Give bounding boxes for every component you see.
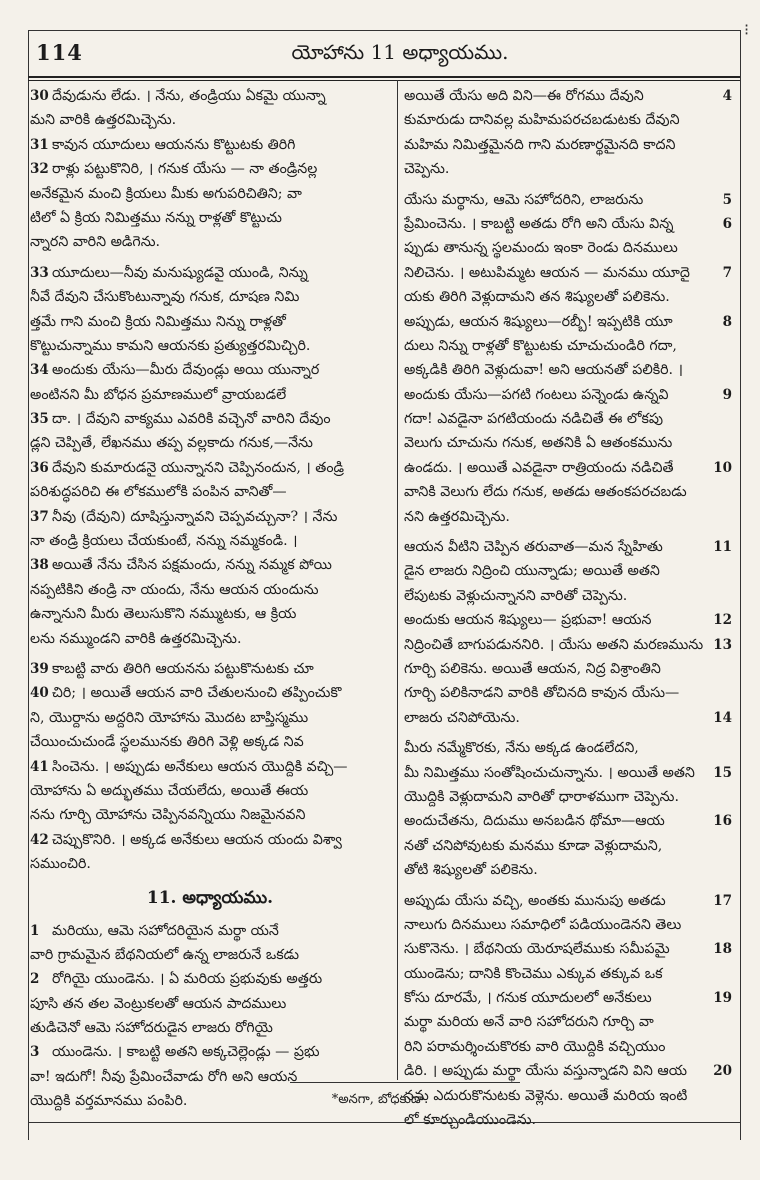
page-title: యోహాను 11 అధ్యాయము. xyxy=(291,40,509,64)
line-text: కొట్టుచున్నాము కామని ఆయనకు ప్రత్యుత్తరమిచ్చిరి. xyxy=(30,337,311,354)
text-line xyxy=(404,706,732,730)
line-text: పూసి తన తల వెంట్రుకలతో ఆయన పాదములు xyxy=(30,995,287,1012)
line-text: యకు తిరిగి వెళ్లుదామని తన శిష్యులతో పలికెను. xyxy=(404,289,670,306)
line-text: నను గూర్చి యోహాను చెప్పినవన్నియు నిజమైనవని xyxy=(30,807,306,824)
verse-number: 6 xyxy=(722,215,732,232)
line-text: పరిశుద్ధపరిచి ఈ లోకములోకి పంపిన వానితో— xyxy=(30,484,287,501)
line-text: నని ఉత్తరమిచ్చెను. xyxy=(404,508,510,525)
text-line xyxy=(30,755,390,779)
text-line xyxy=(30,505,390,529)
page-frame-left xyxy=(28,30,29,1140)
verse-number: 40 xyxy=(30,685,49,702)
text-line xyxy=(30,383,390,407)
verse-number: 13 xyxy=(713,636,732,653)
text-line xyxy=(30,456,390,480)
verse-number: 15 xyxy=(713,764,732,781)
text-line xyxy=(30,108,390,132)
text-line xyxy=(30,852,390,876)
line-text: చిరి; । అయితే ఆయన వారి చేతులనుంచి తప్పించుకొ xyxy=(52,685,342,702)
line-text: ఆయన వీటిని చెప్పిన తరువాత—మన స్నేహితు xyxy=(404,539,663,556)
text-line xyxy=(30,334,390,358)
text-line xyxy=(404,1035,732,1059)
text-line xyxy=(30,828,390,852)
text-line xyxy=(404,1010,732,1034)
text-line xyxy=(30,967,390,991)
line-text: రిని పరామర్శించుకొరకు వారి యొద్దికి వచ్చియుం xyxy=(404,1038,666,1055)
text-line xyxy=(404,657,732,681)
text-line xyxy=(404,133,732,157)
line-text: కాబట్టి వారు తిరిగి ఆయనను పట్టుకొనుటకు చూ xyxy=(52,660,314,677)
line-text: సుకొనెను. । బేథనియ యెరూషలేముకు సమీపమై xyxy=(404,941,670,958)
text-line xyxy=(404,285,732,309)
line-text: ని, యొర్దాను అద్దరిని యోహాను మొదట బాప్తిస్మము xyxy=(30,709,309,726)
text-line xyxy=(404,736,732,760)
line-text: టిలో ఏ క్రియ నిమిత్తము నన్ను రాళ్లతో కొట్టుచు xyxy=(30,209,282,226)
text-line xyxy=(30,779,390,803)
line-text: నప్పటికిని తండ్రి నా యందు, నేను ఆయన యందును xyxy=(30,581,319,598)
bottom-rule xyxy=(28,1122,740,1123)
line-text: నా తండ్రి క్రియలు చేయకుంటే, నన్ను నమ్మకండి. । xyxy=(30,533,298,550)
text-line xyxy=(30,1040,390,1064)
line-text: ప్రేమించెను. । కాబట్టి అతడు రోగి అని యేసు విన్న xyxy=(404,215,674,232)
text-line xyxy=(404,188,732,212)
text-line xyxy=(404,310,732,334)
verse-number: 18 xyxy=(713,941,732,958)
line-text: గదా! ఎవడైనా పగటియందు నడిచితే ఈ లోకపు xyxy=(404,411,664,428)
verse-number: 41 xyxy=(30,758,49,775)
line-text: డ్లని చెప్పితే, లేఖనము తప్ప వల్లకాదు గనుక,—నేను xyxy=(30,435,313,452)
verse-number: 4 xyxy=(722,88,732,104)
line-text: మహిమ నిమిత్తమైనది గాని మరణార్థమైనది కాదని xyxy=(404,136,676,153)
text-line xyxy=(30,529,390,553)
line-text: వారి గ్రామమైన బేథనియలో ఉన్న లాజరునే ఒకడు xyxy=(30,946,300,963)
edge-mark: ⁝ xyxy=(744,20,750,39)
line-text: డిరి. । అప్పుడు మర్థా యేసు వస్తున్నాడని విని ఆయ xyxy=(404,1063,687,1080)
text-line xyxy=(404,383,732,407)
header-rule xyxy=(28,76,740,78)
page-frame-top xyxy=(28,30,740,31)
text-line xyxy=(30,602,390,626)
text-line xyxy=(30,431,390,455)
text-line xyxy=(404,108,732,132)
text-line xyxy=(30,285,390,309)
text-line xyxy=(404,505,732,529)
text-line xyxy=(30,358,390,382)
text-line xyxy=(30,919,390,943)
line-text: అందుకు ఆయన శిష్యులు— ప్రభువా! ఆయన xyxy=(404,612,652,629)
text-line xyxy=(30,310,390,334)
line-text: నీవే దేవుని చేసుకొంటున్నావు గనుక, దూషణ నిమి xyxy=(30,289,300,306)
verse-number: 34 xyxy=(30,362,49,379)
text-line xyxy=(404,157,732,181)
line-text: యుండెను; దానికి కొంచెము ఎక్కువ తక్కువ ఒక xyxy=(404,965,663,982)
text-line xyxy=(30,730,390,754)
text-line xyxy=(404,559,732,583)
text-line xyxy=(404,889,732,913)
verse-number: 1 xyxy=(30,922,40,939)
column-divider xyxy=(397,80,398,1080)
text-line xyxy=(404,809,732,833)
line-text: గూర్చి పలికెను. అయితే ఆయన, నిద్ర విశ్రాంతిని xyxy=(404,660,661,677)
line-text: గూర్చి పలికినాడని వారికి తోచినది కావున యేసు— xyxy=(404,685,680,702)
line-text: యేసు మర్థాను, ఆమె సహోదరిని, లాజరును xyxy=(404,191,644,208)
verse-number: 33 xyxy=(30,264,49,281)
verse-number: 3 xyxy=(30,1044,40,1061)
text-line xyxy=(404,212,732,236)
verse-number: 38 xyxy=(30,557,49,574)
line-text: సించెను. । అప్పుడు అనేకులు ఆయన యొద్దికి వచ్చి— xyxy=(52,758,348,775)
line-text: అయితే యేసు అది విని—ఈ రోగము దేవుని xyxy=(404,88,644,104)
line-text: యొద్దికి వెళ్లుదామని వారితో ధారాళముగా చెప్పెను. xyxy=(404,788,679,805)
line-text: నను ఎదురుకొనుటకు వెళ్లెను. అయితే మరియ ఇంటి xyxy=(404,1087,688,1104)
line-text: యొద్దికి వర్తమానము పంపిరి. xyxy=(30,1093,188,1110)
text-line xyxy=(404,633,732,657)
line-text: మర్థా మరియ అనే వారి సహోదరుని గూర్చి వా xyxy=(404,1014,654,1031)
text-line xyxy=(30,1065,390,1089)
left-column xyxy=(30,84,390,1114)
line-text: చెప్పెను. xyxy=(404,161,450,178)
text-line xyxy=(404,535,732,559)
header-rule-thin xyxy=(28,80,740,81)
verse-number: 8 xyxy=(722,313,732,330)
line-text: లను నమ్ముండని వారికి ఉత్తరమిచ్చెను. xyxy=(30,630,242,647)
line-text: అందుకు యేసు—మీరు దేవుండ్లు అయి యున్నార xyxy=(52,362,320,379)
line-text: రోగియై యుండెను. । ఏ మరియ ప్రభువుకు అత్తరు xyxy=(52,971,323,988)
line-text: అందుకు యేసు—పగటి గంటలు పన్నెండు ఉన్నవి xyxy=(404,386,669,403)
line-text: వానికి వెలుగు లేదు గనుక, అతడు ఆతంకపరచబడు xyxy=(404,484,687,501)
text-line xyxy=(30,681,390,705)
text-line xyxy=(30,803,390,827)
text-line xyxy=(404,1108,732,1132)
line-text: నాలుగు దినములు సమాధిలో పడియుండెనని తెలు xyxy=(404,916,682,933)
text-line xyxy=(30,657,390,681)
text-line xyxy=(404,358,732,382)
verse-number: 36 xyxy=(30,459,49,476)
verse-number: 17 xyxy=(713,892,732,909)
chapter-heading: 11. అధ్యాయము. xyxy=(146,887,274,908)
text-line xyxy=(404,937,732,961)
text-line xyxy=(30,480,390,504)
text-line xyxy=(404,407,732,431)
line-text: కోసు దూరమే, । గనుక యూదులలో అనేకులు xyxy=(404,990,652,1007)
text-line xyxy=(30,206,390,230)
text-line xyxy=(30,407,390,431)
text-line xyxy=(30,157,390,181)
line-text: కావున యూదులు ఆయనను కొట్టుటకు తిరిగి xyxy=(52,136,296,153)
line-text: దా. । దేవుని వాక్యము ఎవరికి వచ్చెనో వారిని దేవుం xyxy=(52,411,331,428)
text-line xyxy=(30,230,390,254)
verse-number: 37 xyxy=(30,508,49,525)
text-line xyxy=(30,84,390,108)
text-line xyxy=(30,133,390,157)
line-text: లాజరు చనిపోయెను. xyxy=(404,709,520,726)
text-line xyxy=(404,761,732,785)
text-line xyxy=(30,1016,390,1040)
verse-number: 32 xyxy=(30,161,49,178)
text-line xyxy=(404,913,732,937)
text-line xyxy=(30,627,390,651)
footnote-rule xyxy=(290,1082,520,1083)
line-text: ఉండదు. । అయితే ఎవడైనా రాత్రియందు నడిచితే xyxy=(404,459,674,476)
text-line xyxy=(404,431,732,455)
text-line xyxy=(30,553,390,577)
verse-number: 39 xyxy=(30,660,49,677)
line-text: మీ నిమిత్తము సంతోషించుచున్నాను. । అయితే అతని xyxy=(404,764,695,781)
verse-number: 20 xyxy=(713,1063,732,1080)
line-text: నిద్రించితే బాగుపడుననిరి. । యేసు అతని మరణమును xyxy=(404,636,704,653)
line-text: అయితే నేను చేసిన పక్షమందు, నన్ను నమ్మక పోయి xyxy=(52,557,332,574)
line-text: త్తమే గాని మంచి క్రియ నిమిత్తము నిన్ను రాళ్లతో xyxy=(30,313,286,330)
line-text: దేవుడును లేడు. । నేను, తండ్రియు ఏకమై యున్నా xyxy=(52,88,326,104)
text-line xyxy=(30,706,390,730)
text-line xyxy=(30,943,390,967)
page-frame-right xyxy=(740,30,741,1140)
line-text: దేవుని కుమారుడనై యున్నానని చెప్పినందున, । తండ్రి xyxy=(52,459,345,476)
line-text: యూదులు—నీవు మనుష్యుడవై యుండి, నిన్ను xyxy=(52,264,308,281)
line-text: అందుచేతను, దిదుము అనబడిన థోమా—ఆయ xyxy=(404,813,665,830)
line-text: అంటినని మీ బోధన ప్రమాణములో వ్రాయబడలే xyxy=(30,386,287,403)
text-line xyxy=(404,456,732,480)
text-line xyxy=(404,1059,732,1083)
text-line xyxy=(404,584,732,608)
text-line xyxy=(404,261,732,285)
line-text: తోటి శిష్యులతో పలికెను. xyxy=(404,862,538,879)
line-text: నతో చనిపోవుటకు మనము కూడా వెళ్లుదామని, xyxy=(404,837,663,854)
text-line xyxy=(404,785,732,809)
line-text: అప్పుడు, ఆయన శిష్యులు—రబ్బీ! ఇప్పటికి యూ xyxy=(404,313,673,330)
text-line xyxy=(404,681,732,705)
text-line xyxy=(404,986,732,1010)
text-line xyxy=(404,84,732,108)
text-line xyxy=(404,834,732,858)
page-number: 114 xyxy=(36,40,83,65)
text-line xyxy=(404,858,732,882)
text-line xyxy=(404,962,732,986)
line-text: ప్పుడు తానున్న స్థలమందు ఇంకా రెండు దినములు xyxy=(404,240,678,257)
line-text: లేపుటకు వెళ్లుచున్నానని వారితో చెప్పెను. xyxy=(404,587,628,604)
line-text: లో కూర్చుండియుండెను. xyxy=(404,1112,536,1129)
line-text: మరియు, ఆమె సహోదరియైన మర్థా యనే xyxy=(52,922,279,939)
line-text: యుండెను. । కాబట్టి అతని అక్కచెల్లెండ్లు — ప్రభు xyxy=(52,1044,320,1061)
verse-number: 2 xyxy=(30,971,40,988)
verse-number: 14 xyxy=(713,709,732,726)
text-line xyxy=(404,236,732,260)
verse-number: 10 xyxy=(713,459,732,476)
line-text: రాళ్లు పట్టుకొనిరి, । గనుక యేసు — నా తండ్రినల్ల xyxy=(52,161,318,178)
verse-number: 9 xyxy=(722,386,732,403)
verse-number: 11 xyxy=(713,539,732,556)
text-line xyxy=(30,261,390,285)
line-text: మని వారికి ఉత్తరమిచ్చెను. xyxy=(30,112,177,129)
verse-number: 42 xyxy=(30,831,49,848)
line-text: న్నారని వారిని అడిగెను. xyxy=(30,234,161,251)
text-line xyxy=(404,480,732,504)
line-text: నీవు (దేవుని) దూషిస్తున్నావని చెప్పవచ్చునా? । నేను xyxy=(52,508,338,525)
line-text: యోహాను ఏ అద్భుతము చేయలేదు, అయితే ఈయ xyxy=(30,782,309,799)
line-text: వా! ఇదుగో! నీవు ప్రేమించేవాడు రోగి అని ఆయన xyxy=(30,1068,298,1085)
verse-number: 7 xyxy=(722,264,732,281)
text-line xyxy=(30,578,390,602)
verse-number: 12 xyxy=(713,612,732,629)
line-text: నిలిచెను. । అటుపిమ్మట ఆయన — మనము యూదై xyxy=(404,264,690,281)
right-column xyxy=(404,84,732,1132)
line-text: డైన లాజరు నిద్రించి యున్నాడు; అయితే అతని xyxy=(404,563,660,580)
line-text: కుమారుడు దానివల్ల మహిమపరచబడుటకు దేవుని xyxy=(404,112,680,129)
text-line xyxy=(30,182,390,206)
line-text: తుడిచెనో ఆమె సహోదరుడైన లాజరు రోగియై xyxy=(30,1020,273,1037)
text-line xyxy=(404,608,732,632)
line-text: ఉన్నానుని మీరు తెలుసుకొని నమ్ముటకు, ఆ క్రియ xyxy=(30,606,297,623)
verse-number: 31 xyxy=(30,136,49,153)
text-line xyxy=(404,334,732,358)
line-text: చెప్పుకొనిరి. । అక్కడ అనేకులు ఆయన యందు విశ్వా xyxy=(52,831,342,848)
verse-number: 16 xyxy=(713,813,732,830)
verse-number: 30 xyxy=(30,88,49,104)
text-line xyxy=(30,992,390,1016)
line-text: అనేకమైన మంచి క్రియలు మీకు అగుపరిచితిని; వా xyxy=(30,185,302,202)
line-text: అక్కడికి తిరిగి వెళ్లుదువా! అని ఆయనతో పలికిరి. । xyxy=(404,362,683,379)
line-text: చేయించుచుండే స్థలమునకు తిరిగి వెళ్లి అక్కడ నివ xyxy=(30,734,304,751)
verse-number: 19 xyxy=(713,990,732,1007)
verse-number: 5 xyxy=(722,191,732,208)
verse-number: 35 xyxy=(30,411,49,428)
line-text: వెలుగు చూచును గనుక, అతనికి ఏ ఆతంకమును xyxy=(404,435,673,452)
footnote: *అనగా, బోధకుడా. xyxy=(331,1092,429,1107)
line-text: అప్పుడు యేసు వచ్చి, అంతకు మునుపు అతడు xyxy=(404,892,666,909)
line-text: మీరు నమ్మేకొరకు, నేను అక్కడ ఉండలేదని, xyxy=(404,740,639,757)
line-text: సముంచిరి. xyxy=(30,856,91,873)
line-text: దులు నిన్ను రాళ్లతో కొట్టుటకు చూచుచుండిరి గదా, xyxy=(404,337,677,354)
